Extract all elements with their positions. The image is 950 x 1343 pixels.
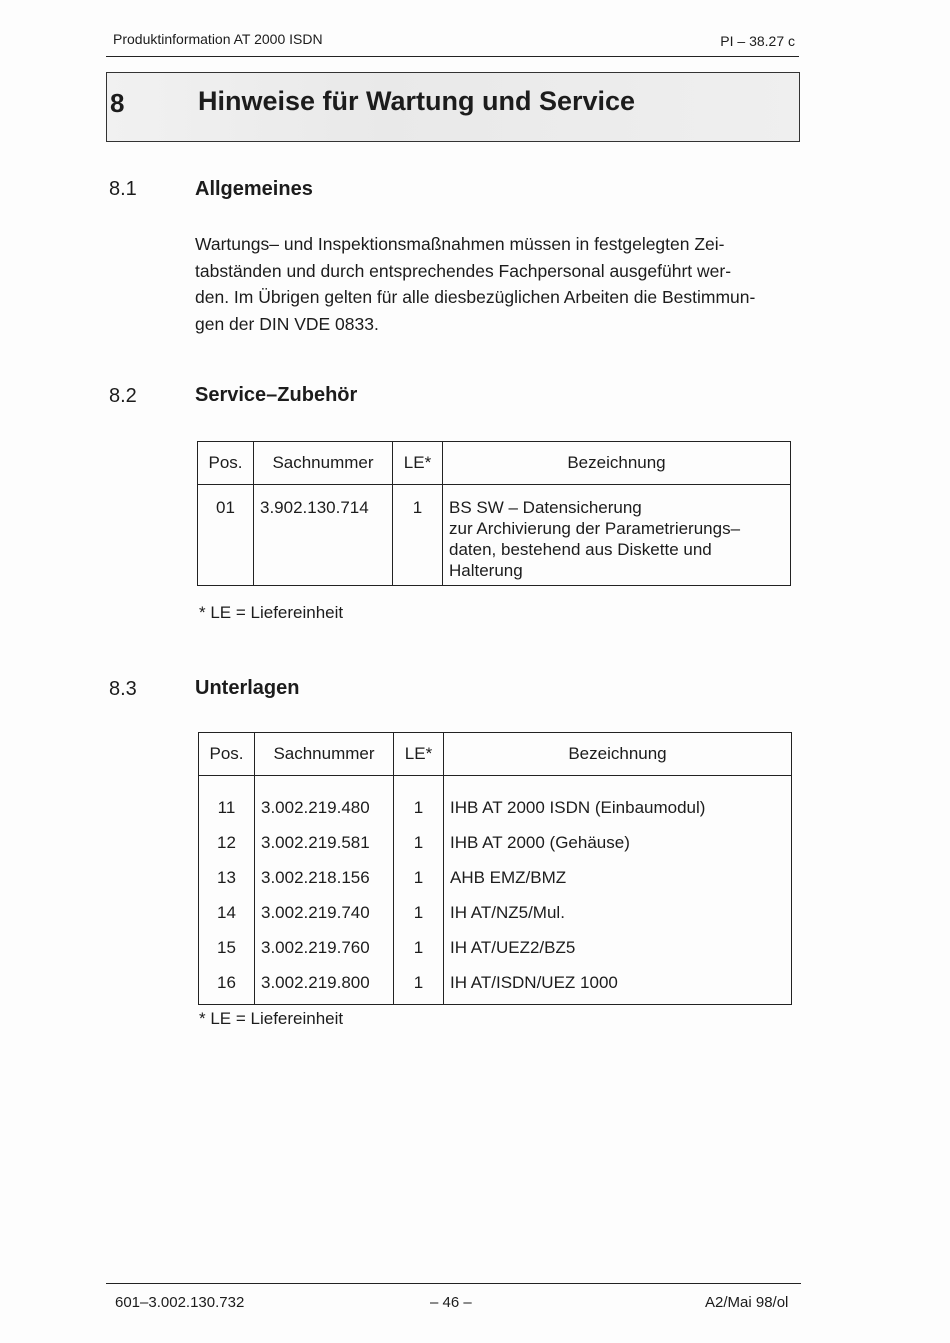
- table-cell: 3.002.218.156: [255, 860, 394, 895]
- table-cell: 3.002.219.800: [255, 965, 394, 1005]
- column-header: Sachnummer: [255, 733, 394, 776]
- column-header: Sachnummer: [254, 442, 393, 485]
- table-cell: IH AT/UEZ2/BZ5: [444, 930, 792, 965]
- running-header-doc-number: PI – 38.27 c: [720, 33, 795, 49]
- description-line: daten, bestehend aus Diskette und: [449, 540, 712, 559]
- table-cell: [443, 485, 791, 586]
- description-line: BS SW – Datensicherung: [449, 498, 642, 517]
- description-line: Halterung: [449, 561, 523, 580]
- table-cell: 1: [394, 930, 444, 965]
- column-header: Bezeichnung: [444, 733, 792, 776]
- table-cell: 3.002.219.581: [255, 825, 394, 860]
- table-cell: 1: [393, 485, 443, 586]
- footer-rule: [106, 1283, 801, 1284]
- paragraph-line: Wartungs– und Inspektionsmaßnahmen müssen in festgelegten Zei-: [195, 234, 725, 254]
- table-cell: 13: [199, 860, 255, 895]
- table-cell: 1: [394, 825, 444, 860]
- table-row: [199, 895, 792, 930]
- table-cell: IH AT/ISDN/UEZ 1000: [444, 965, 792, 1005]
- table-cell: IHB AT 2000 ISDN (Einbaumodul): [444, 776, 792, 826]
- paragraph-line: tabständen und durch entsprechendes Fachpersonal ausgeführt wer-: [195, 260, 732, 281]
- table-cell: 1: [394, 776, 444, 826]
- table-footnote: * LE = Liefereinheit: [199, 1009, 344, 1028]
- documents-table: [198, 732, 792, 1005]
- table-row: [199, 930, 792, 965]
- table-cell: 12: [199, 825, 255, 860]
- table-cell: 01: [198, 485, 254, 586]
- paragraph-line: den. Im Übrigen gelten für alle diesbezüglichen Arbeiten die Bestimmun-: [195, 287, 756, 307]
- table-cell: 3.002.219.760: [255, 930, 394, 965]
- table-row: [199, 965, 792, 1005]
- header-rule: [106, 56, 799, 57]
- description-line: zur Archivierung der Parametrierungs–: [449, 519, 741, 538]
- section-number: 8.2: [109, 385, 137, 407]
- running-header-title: Produktinformation AT 2000 ISDN: [113, 31, 323, 47]
- accessories-table: [197, 441, 791, 586]
- table-cell: 16: [199, 965, 255, 1005]
- table-footnote: * LE = Liefereinheit: [199, 603, 344, 622]
- section-paragraph: [195, 231, 801, 337]
- chapter-number: 8: [110, 88, 125, 118]
- table-cell: 3.902.130.714: [254, 485, 393, 586]
- chapter-title: Hinweise für Wartung und Service: [198, 86, 636, 116]
- column-header: LE*: [394, 733, 444, 776]
- table-cell: 1: [394, 895, 444, 930]
- section-number: 8.3: [109, 678, 137, 700]
- column-header: Pos.: [199, 733, 255, 776]
- section-number: 8.1: [109, 178, 137, 200]
- column-header: LE*: [393, 442, 443, 485]
- table-cell: 1: [394, 965, 444, 1005]
- page-number: – 46 –: [430, 1294, 472, 1311]
- table-cell: 14: [199, 895, 255, 930]
- table-row: [199, 860, 792, 895]
- column-header: Pos.: [198, 442, 254, 485]
- table-cell: 15: [199, 930, 255, 965]
- column-header: Bezeichnung: [443, 442, 791, 485]
- section-title-allgemeines: Allgemeines: [195, 178, 313, 200]
- table-row: [199, 776, 792, 826]
- table-row: [198, 485, 791, 586]
- table-cell: IHB AT 2000 (Gehäuse): [444, 825, 792, 860]
- table-cell: AHB EMZ/BMZ: [444, 860, 792, 895]
- section-title-service-zubehoer: Service–Zubehör: [195, 384, 358, 406]
- table-cell: 1: [394, 860, 444, 895]
- table-cell: 11: [199, 776, 255, 826]
- table-cell: 3.002.219.740: [255, 895, 394, 930]
- table-cell: 3.002.219.480: [255, 776, 394, 826]
- footer-document-number: 601–3.002.130.732: [115, 1294, 245, 1311]
- section-title-unterlagen: Unterlagen: [195, 677, 300, 699]
- paragraph-line: gen der DIN VDE 0833.: [195, 313, 379, 334]
- footer-edition: A2/Mai 98/ol: [705, 1294, 789, 1311]
- table-cell: IH AT/NZ5/Mul.: [444, 895, 792, 930]
- table-row: [199, 825, 792, 860]
